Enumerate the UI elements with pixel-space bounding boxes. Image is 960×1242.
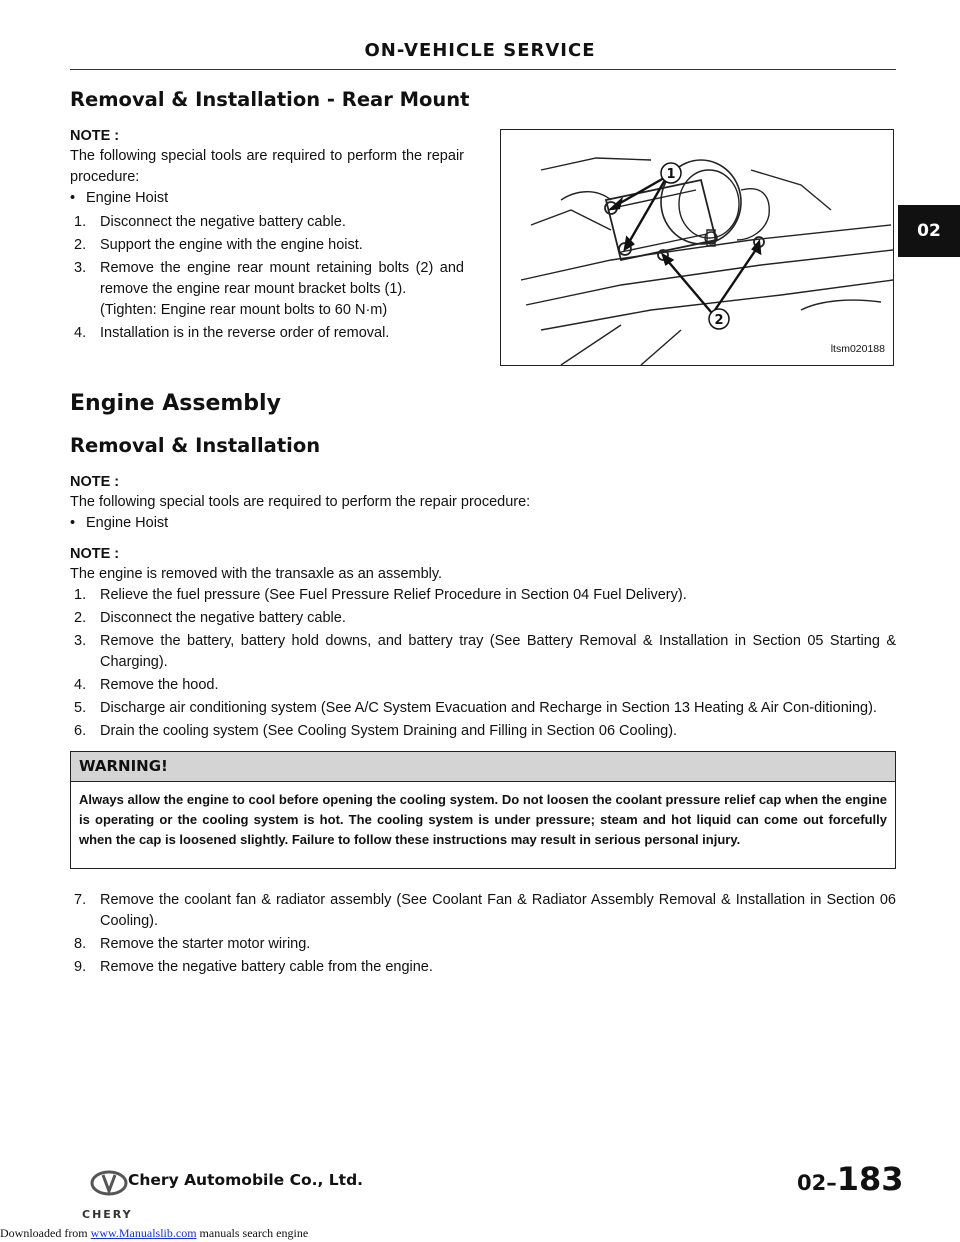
tool-bullet bbox=[70, 188, 464, 209]
step-number: 5. bbox=[74, 700, 87, 716]
step-number: 9. bbox=[74, 959, 87, 975]
warning-box bbox=[70, 751, 896, 869]
download-source-line bbox=[0, 1226, 308, 1241]
note-label: NOTE : bbox=[70, 128, 120, 144]
step-number: 1. bbox=[74, 587, 87, 603]
step-torque-spec: (Tighten: Engine rear mount bolts to 60 N·m) bbox=[100, 302, 388, 318]
rear-mount-illustration bbox=[501, 130, 893, 365]
header-divider bbox=[70, 69, 896, 70]
rear-mount-figure bbox=[500, 129, 894, 366]
step-text: Remove the negative battery cable from the engine. bbox=[100, 959, 433, 975]
step-text: Disconnect the negative battery cable. bbox=[100, 610, 346, 626]
step-text: Drain the cooling system (See Cooling System Draining and Filling in Section 06 Cooling). bbox=[100, 723, 678, 739]
note-text: The following special tools are required to perform the repair procedure: bbox=[70, 494, 531, 510]
note-label: NOTE : bbox=[70, 546, 120, 562]
removal-installation-heading: Removal & Installation bbox=[70, 434, 321, 457]
chery-logo-icon bbox=[90, 1165, 128, 1205]
rear-mount-body bbox=[70, 126, 464, 346]
bullet-text: Engine Hoist bbox=[86, 190, 169, 206]
step-item bbox=[70, 698, 896, 719]
rear-mount-steps bbox=[70, 212, 464, 344]
step-number: 4. bbox=[74, 677, 87, 693]
engine-assembly-body bbox=[70, 472, 896, 744]
logo-text: CHERY bbox=[82, 1208, 133, 1221]
step-text: Discharge air conditioning system (See A/C System Evacuation and Recharge in Section 13 Heating & Air Con-ditioning). bbox=[100, 700, 877, 716]
note-text: The engine is removed with the transaxle as an assembly. bbox=[70, 566, 443, 582]
warning-text: Always allow the engine to cool before opening the cooling system. Do not loosen the coolant pressure relief cap when the engine is operating or the cooling system is hot. The cooling system is under pressure; steam and hot liquid can come out forcefully when the cap is loosened slightly. Failure to follow these instructions may result in serious personal injury. bbox=[79, 792, 887, 847]
page-number bbox=[797, 1160, 904, 1198]
rear-mount-heading: Removal & Installation - Rear Mount bbox=[70, 88, 470, 111]
page-header-title: ON-VEHICLE SERVICE bbox=[364, 40, 596, 61]
step-number: 8. bbox=[74, 936, 87, 952]
bullet-icon: • bbox=[70, 190, 76, 206]
step-text: Remove the engine rear mount retaining bolts (2) and remove the engine rear mount bracket bolts (1). bbox=[100, 260, 464, 297]
page-section: 02– bbox=[797, 1171, 837, 1195]
engine-steps bbox=[70, 585, 896, 742]
step-item bbox=[70, 721, 896, 742]
step-text: Support the engine with the engine hoist. bbox=[100, 237, 363, 253]
step-text: Installation is in the reverse order of removal. bbox=[100, 325, 390, 341]
step-number: 3. bbox=[74, 633, 87, 649]
step-number: 2. bbox=[74, 610, 87, 626]
tool-bullet bbox=[70, 513, 896, 534]
step-number: 6. bbox=[74, 723, 87, 739]
step-number: 7. bbox=[74, 892, 87, 908]
step-text: Disconnect the negative battery cable. bbox=[100, 214, 346, 230]
step-item bbox=[70, 323, 464, 344]
engine-steps-continued bbox=[70, 890, 896, 980]
callout-1-label: 1 bbox=[666, 167, 676, 182]
download-suffix: manuals search engine bbox=[196, 1226, 309, 1240]
note-label: NOTE : bbox=[70, 474, 120, 490]
step-text: Remove the coolant fan & radiator assembly (See Coolant Fan & Radiator Assembly Removal & Installation in Section 06 Cooling). bbox=[100, 892, 896, 929]
step-text: Remove the battery, battery hold downs, and battery tray (See Battery Removal & Installation in Section 05 Starting & Charging). bbox=[100, 633, 896, 670]
step-number: 3. bbox=[74, 260, 87, 276]
step-item bbox=[70, 631, 896, 673]
note-text: The following special tools are required to perform the repair procedure: bbox=[70, 148, 464, 185]
step-text: Relieve the fuel pressure (See Fuel Pressure Relief Procedure in Section 04 Fuel Delivery). bbox=[100, 587, 687, 603]
bullet-icon: • bbox=[70, 515, 76, 531]
warning-title: WARNING! bbox=[71, 752, 895, 782]
step-text: Remove the starter motor wiring. bbox=[100, 936, 311, 952]
step-number: 1. bbox=[74, 214, 87, 230]
section-tab[interactable]: 02 bbox=[898, 205, 960, 257]
manualslib-link[interactable]: www.Manualslib.com bbox=[90, 1226, 197, 1240]
step-item bbox=[70, 585, 896, 606]
step-item bbox=[70, 957, 896, 978]
step-item bbox=[70, 235, 464, 256]
page-digits: 183 bbox=[836, 1160, 904, 1198]
step-item bbox=[70, 212, 464, 233]
step-number: 2. bbox=[74, 237, 87, 253]
step-item bbox=[70, 890, 896, 932]
callout-2-label: 2 bbox=[714, 313, 724, 328]
figure-id: ltsm020188 bbox=[830, 343, 885, 355]
step-item bbox=[70, 258, 464, 321]
step-number: 4. bbox=[74, 325, 87, 341]
company-name: Chery Automobile Co., Ltd. bbox=[128, 1171, 364, 1189]
engine-assembly-heading: Engine Assembly bbox=[70, 391, 281, 416]
step-item bbox=[70, 608, 896, 629]
step-item bbox=[70, 934, 896, 955]
download-prefix: Downloaded from bbox=[0, 1226, 91, 1240]
step-text: Remove the hood. bbox=[100, 677, 219, 693]
step-item bbox=[70, 675, 896, 696]
bullet-text: Engine Hoist bbox=[86, 515, 169, 531]
